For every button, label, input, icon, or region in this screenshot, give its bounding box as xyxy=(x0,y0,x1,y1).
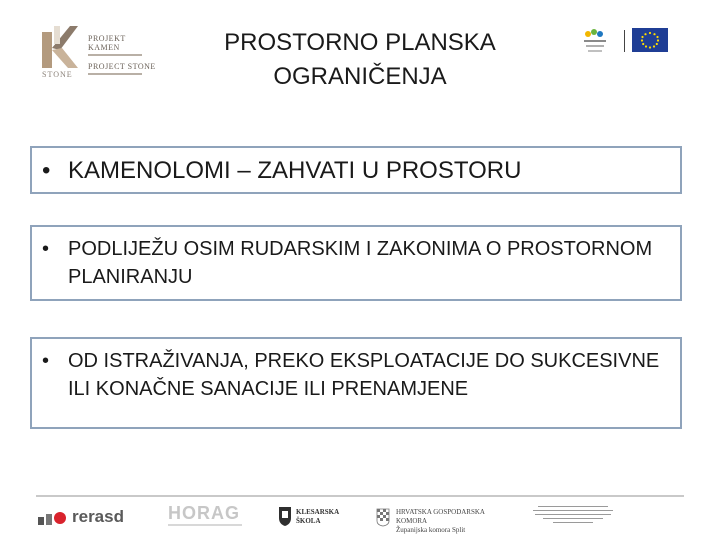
content-box-phases xyxy=(30,337,682,429)
brand-subtext-bar xyxy=(88,73,142,75)
stone-k-logo-icon xyxy=(40,22,80,70)
bullet-item xyxy=(42,156,670,186)
bullet-text: PODLIJEŽU OSIM RUDARSKIM I ZAKONIMA O PROSTORNOM PLANIRANJU xyxy=(68,238,653,288)
eu-flag-icon xyxy=(632,28,668,52)
title-line-2: OGRANIČENJA xyxy=(273,63,447,90)
rerasd-mark-icon xyxy=(38,511,66,525)
project-stone-wordmark xyxy=(88,34,156,75)
ministry-text-line xyxy=(538,506,608,507)
ministry-text-line xyxy=(535,514,611,515)
slide-title xyxy=(180,26,540,94)
horag-logo xyxy=(168,503,246,531)
klesarska-skola-text xyxy=(296,508,339,526)
horag-subtext-bar xyxy=(168,524,242,526)
bullet-item xyxy=(42,235,670,291)
logo-separator xyxy=(624,30,625,52)
bullet-marker: • xyxy=(42,157,51,184)
hgk-line-1: HRVATSKA GOSPODARSKA KOMORA xyxy=(396,508,485,525)
checkerboard-crest-icon xyxy=(376,505,390,527)
ministry-text-line xyxy=(533,510,613,511)
ministry-text-line xyxy=(553,522,593,523)
content-box-legal xyxy=(30,225,682,301)
funding-logos xyxy=(580,26,680,58)
heading-box xyxy=(30,146,682,194)
bullet-marker: • xyxy=(42,350,50,372)
rerasd-logo xyxy=(38,503,138,531)
rerasd-wordmark: rerasd xyxy=(72,507,124,526)
hgk-logo xyxy=(376,503,506,534)
brand-line-1: PROJEKT KAMEN xyxy=(88,34,126,52)
brand-line-2: PROJECT STONE xyxy=(88,62,156,71)
ipa-adriatic-logo-icon xyxy=(580,28,616,54)
horag-wordmark: HORAG xyxy=(168,503,240,523)
bullet-text: OD ISTRAŽIVANJA, PREKO EKSPLOATACIJE DO SUKCESIVNE ILI KONAČNE SANACIJE ILI PRENAMJENE xyxy=(68,350,660,400)
klesarska-skola-logo xyxy=(278,503,348,531)
hgk-line-2: Županijska komora Split xyxy=(396,526,466,534)
kss-line-1: KLESARSKA xyxy=(296,508,340,516)
bullet-marker: • xyxy=(42,238,50,260)
footer-divider xyxy=(36,495,684,497)
stone-label: STONE xyxy=(42,70,73,79)
school-crest-icon xyxy=(278,505,292,527)
kss-line-2: ŠKOLA xyxy=(296,517,321,525)
title-line-1: PROSTORNO PLANSKA xyxy=(224,29,496,56)
ministry-logo xyxy=(530,503,616,531)
bullet-text: KAMENOLOMI – ZAHVATI U PROSTORU xyxy=(68,157,522,184)
bullet-item xyxy=(42,347,670,403)
project-stone-logo xyxy=(36,20,156,82)
brand-subtext-bar xyxy=(88,54,142,56)
ministry-text-line xyxy=(543,518,603,519)
hgk-text xyxy=(396,508,506,535)
